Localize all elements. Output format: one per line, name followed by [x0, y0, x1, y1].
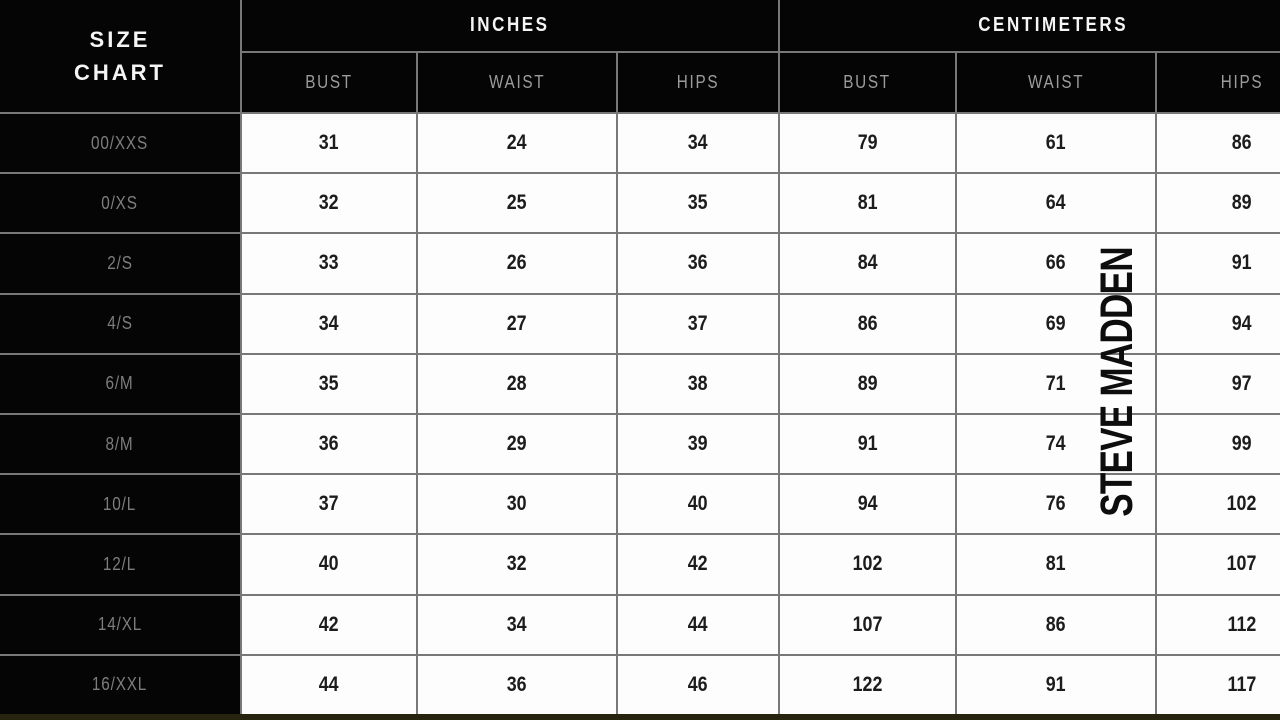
value-label: 44	[688, 612, 708, 636]
centimeters-waist-cell	[957, 114, 1155, 172]
centimeters-bust-cell	[780, 295, 955, 353]
inches-waist-cell	[418, 596, 616, 654]
size-cell	[0, 295, 240, 353]
value-label: 33	[319, 251, 339, 275]
inches-bust-cell	[242, 114, 416, 172]
centimeters-hips-cell	[1157, 415, 1280, 473]
centimeters-hips-header	[1157, 53, 1280, 112]
centimeters-hips-cell	[1157, 596, 1280, 654]
size-label: 10/L	[103, 493, 137, 514]
centimeters-hips-cell	[1157, 355, 1280, 413]
value-label: 40	[688, 492, 708, 516]
value-label: 74	[1046, 432, 1066, 456]
centimeters-waist-header	[957, 53, 1155, 112]
centimeters-bust-header	[780, 53, 955, 112]
size-cell	[0, 355, 240, 413]
value-label: 34	[507, 612, 527, 636]
value-label: 112	[1227, 612, 1257, 636]
inches-hips-header	[618, 53, 778, 112]
inches-bust-cell	[242, 234, 416, 292]
centimeters-bust-cell	[780, 535, 955, 593]
value-label: 26	[507, 251, 527, 275]
value-label: 91	[1046, 672, 1066, 696]
inches-waist-cell	[418, 114, 616, 172]
value-label: 107	[852, 612, 883, 636]
value-label: 36	[319, 432, 339, 456]
size-label: 0/XS	[101, 192, 139, 213]
inches-bust-cell	[242, 415, 416, 473]
inches-group-header	[242, 0, 778, 51]
inches-waist-cell	[418, 656, 616, 714]
value-label: 97	[1232, 371, 1252, 395]
value-label: 36	[688, 251, 708, 275]
value-label: 27	[507, 311, 527, 335]
centimeters-waist-cell	[957, 475, 1155, 533]
size-cell	[0, 596, 240, 654]
centimeters-hips-cell	[1157, 475, 1280, 533]
size-label: 6/M	[105, 373, 135, 394]
value-label: 32	[507, 552, 527, 576]
value-label: 81	[857, 191, 878, 215]
size-cell	[0, 174, 240, 232]
centimeters-bust-cell	[780, 656, 955, 714]
inches-hips-cell	[618, 234, 778, 292]
bottom-border-bar	[0, 714, 1280, 720]
value-label: 37	[688, 311, 708, 335]
size-chart-title-cell	[0, 0, 240, 112]
size-cell	[0, 535, 240, 593]
value-label: 38	[688, 371, 708, 395]
value-label: 84	[857, 251, 878, 275]
value-label: 86	[857, 311, 878, 335]
centimeters-group-header	[780, 0, 1280, 51]
centimeters-group-label: CENTIMETERS	[978, 14, 1129, 36]
value-label: 61	[1046, 131, 1066, 155]
value-label: 42	[319, 612, 339, 636]
inches-hips-header-label: HIPS	[676, 72, 720, 92]
size-cell	[0, 475, 240, 533]
inches-bust-header-label: BUST	[305, 72, 353, 92]
inches-waist-cell	[418, 174, 616, 232]
centimeters-bust-cell	[780, 475, 955, 533]
size-cell	[0, 234, 240, 292]
value-label: 91	[1232, 251, 1252, 275]
inches-waist-cell	[418, 355, 616, 413]
inches-bust-cell	[242, 656, 416, 714]
centimeters-hips-cell	[1157, 234, 1280, 292]
value-label: 29	[507, 432, 527, 456]
inches-hips-cell	[618, 355, 778, 413]
centimeters-waist-cell	[957, 596, 1155, 654]
value-label: 37	[319, 492, 339, 516]
value-label: 86	[1046, 612, 1066, 636]
value-label: 25	[507, 191, 527, 215]
inches-hips-cell	[618, 475, 778, 533]
centimeters-bust-cell	[780, 174, 955, 232]
inches-hips-cell	[618, 174, 778, 232]
value-label: 71	[1046, 371, 1066, 395]
centimeters-hips-cell	[1157, 174, 1280, 232]
centimeters-bust-header-label: BUST	[843, 72, 892, 92]
value-label: 32	[319, 191, 339, 215]
value-label: 89	[857, 371, 878, 395]
inches-waist-cell	[418, 295, 616, 353]
inches-bust-cell	[242, 535, 416, 593]
value-label: 30	[507, 492, 527, 516]
size-label: 14/XL	[97, 614, 143, 635]
value-label: 64	[1046, 191, 1066, 215]
size-cell	[0, 656, 240, 714]
value-label: 91	[857, 432, 878, 456]
value-label: 89	[1232, 191, 1252, 215]
centimeters-hips-cell	[1157, 295, 1280, 353]
value-label: 44	[319, 672, 339, 696]
value-label: 39	[688, 432, 708, 456]
inches-hips-cell	[618, 415, 778, 473]
centimeters-waist-cell	[957, 415, 1155, 473]
inches-waist-header-label: WAIST	[488, 72, 546, 92]
centimeters-waist-header-label: WAIST	[1027, 72, 1085, 92]
size-label: 16/XXL	[92, 674, 148, 695]
inches-bust-cell	[242, 174, 416, 232]
inches-waist-cell	[418, 415, 616, 473]
value-label: 40	[319, 552, 339, 576]
inches-waist-cell	[418, 475, 616, 533]
inches-hips-cell	[618, 535, 778, 593]
value-label: 107	[1227, 552, 1257, 576]
inches-hips-cell	[618, 114, 778, 172]
value-label: 122	[852, 672, 883, 696]
inches-bust-cell	[242, 295, 416, 353]
size-cell	[0, 114, 240, 172]
value-label: 86	[1232, 131, 1252, 155]
inches-waist-cell	[418, 535, 616, 593]
value-label: 94	[1232, 311, 1252, 335]
size-label: 2/S	[107, 252, 133, 273]
centimeters-hips-cell	[1157, 114, 1280, 172]
centimeters-waist-cell	[957, 174, 1155, 232]
inches-waist-cell	[418, 234, 616, 292]
centimeters-waist-cell	[957, 355, 1155, 413]
inches-hips-cell	[618, 295, 778, 353]
value-label: 24	[507, 131, 527, 155]
inches-bust-cell	[242, 596, 416, 654]
inches-group-label: INCHES	[470, 14, 550, 36]
value-label: 102	[1227, 492, 1257, 516]
value-label: 66	[1046, 251, 1066, 275]
value-label: 28	[507, 371, 527, 395]
value-label: 94	[857, 492, 878, 516]
inches-hips-cell	[618, 596, 778, 654]
value-label: 36	[507, 672, 527, 696]
centimeters-waist-cell	[957, 295, 1155, 353]
inches-bust-header	[242, 53, 416, 112]
value-label: 81	[1046, 552, 1066, 576]
centimeters-hips-cell	[1157, 656, 1280, 714]
centimeters-bust-cell	[780, 596, 955, 654]
value-label: 42	[688, 552, 708, 576]
value-label: 117	[1227, 672, 1257, 696]
centimeters-bust-cell	[780, 114, 955, 172]
size-chart-title-line-2: CHART	[74, 60, 166, 85]
centimeters-waist-cell	[957, 535, 1155, 593]
inches-bust-cell	[242, 475, 416, 533]
size-label: 4/S	[107, 313, 133, 334]
centimeters-waist-cell	[957, 234, 1155, 292]
steve-madden-wordmark: STEVE MADDEN	[1091, 247, 1142, 517]
value-label: 69	[1046, 311, 1066, 335]
inches-hips-cell	[618, 656, 778, 714]
value-label: 76	[1046, 492, 1066, 516]
size-chart-title-line-1: SIZE	[89, 27, 151, 52]
centimeters-waist-cell	[957, 656, 1155, 714]
value-label: 79	[857, 131, 878, 155]
value-label: 34	[688, 131, 708, 155]
centimeters-hips-cell	[1157, 535, 1280, 593]
size-cell	[0, 415, 240, 473]
inches-bust-cell	[242, 355, 416, 413]
size-label: 12/L	[103, 553, 137, 574]
size-label: 00/XXS	[91, 132, 149, 153]
value-label: 31	[319, 131, 339, 155]
value-label: 99	[1232, 432, 1252, 456]
centimeters-hips-header-label: HIPS	[1220, 72, 1264, 92]
value-label: 46	[688, 672, 708, 696]
inches-waist-header	[418, 53, 616, 112]
centimeters-bust-cell	[780, 355, 955, 413]
value-label: 35	[688, 191, 708, 215]
centimeters-bust-cell	[780, 234, 955, 292]
centimeters-bust-cell	[780, 415, 955, 473]
value-label: 35	[319, 371, 339, 395]
value-label: 102	[852, 552, 883, 576]
size-label: 8/M	[105, 433, 135, 454]
value-label: 34	[319, 311, 339, 335]
